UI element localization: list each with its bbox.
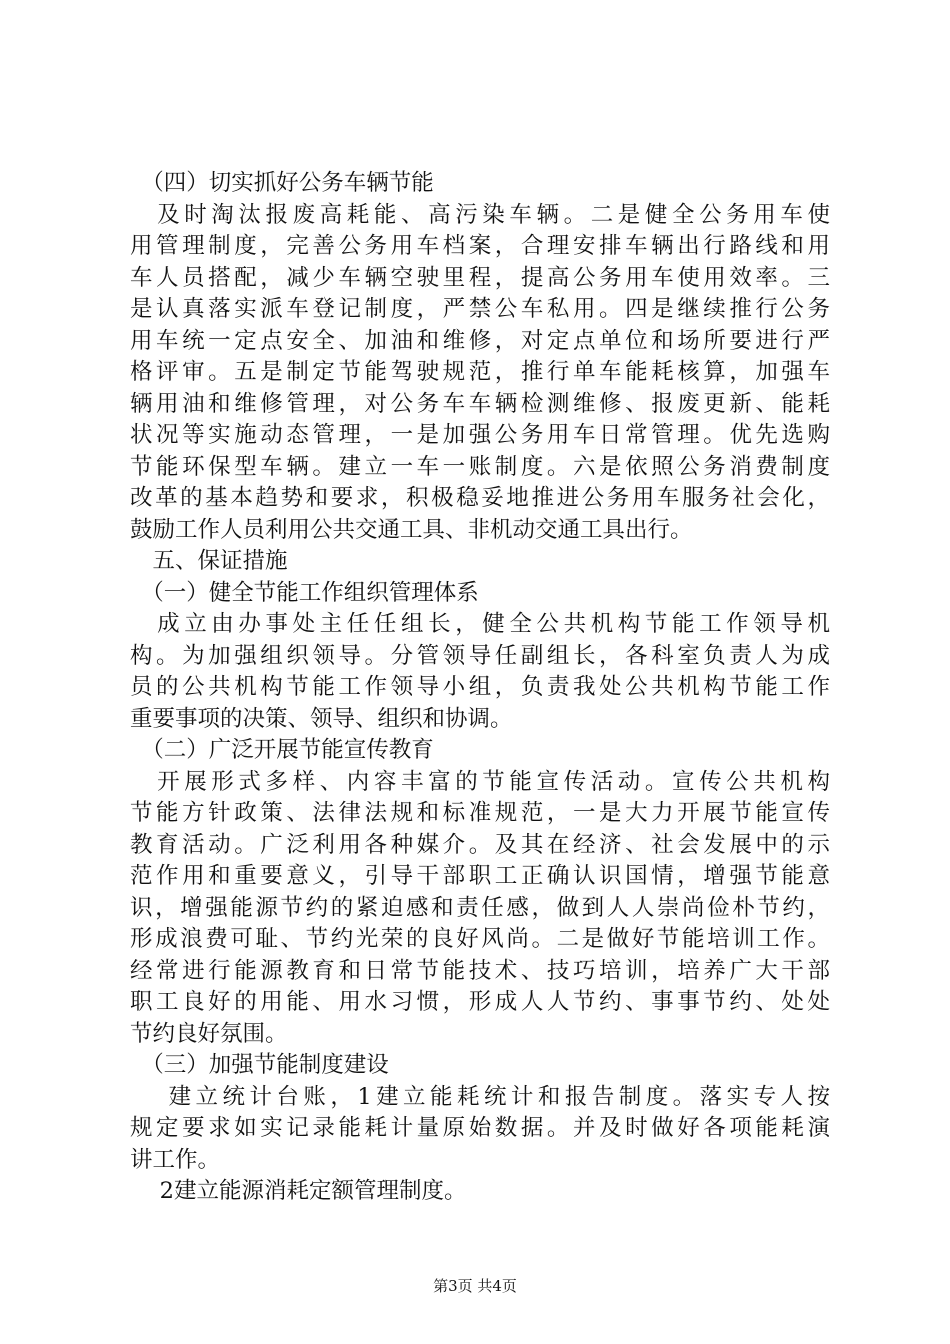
- paragraph-line: 鼓励工作人员利用公共交通工具、非机动交通工具出行。: [130, 516, 693, 543]
- paragraph-line: 2建立能源消耗定额管理制度。: [130, 1178, 467, 1204]
- paragraph-line: 教育活动。广泛利用各种媒介。及其在经济、社会发展中的示: [130, 831, 830, 858]
- paragraph-line: 构。为加强组织领导。分管领导任副组长，各科室负责人为成: [130, 642, 830, 669]
- document-body: [130, 168, 830, 1208]
- paragraph-line: 用管理制度，完善公务用车档案，合理安排车辆出行路线和用: [130, 233, 830, 259]
- paragraph-line: 格评审。五是制定节能驾驶规范，推行单车能耗核算，加强车: [130, 359, 830, 385]
- paragraph-line: 范作用和重要意义，引导干部职工正确认识国情，增强节能意: [130, 863, 830, 889]
- paragraph-line: 辆用油和维修管理，对公务车车辆检测维修、报废更新、能耗: [130, 390, 830, 417]
- paragraph-line: 及时淘汰报废高耗能、高污染车辆。二是健全公务用车使: [130, 201, 830, 228]
- paragraph-line: 规定要求如实记录能耗计量原始数据。并及时做好各项能耗演: [130, 1115, 830, 1141]
- paragraph-line: 车人员搭配，减少车辆空驶里程，提高公务用车使用效率。三: [130, 264, 830, 291]
- paragraph-line: 改革的基本趋势和要求，积极稳妥地推进公务用车服务社会化，: [130, 485, 830, 511]
- section-heading: （四）切实抓好公务车辆节能: [130, 170, 434, 196]
- paragraph-line: 成立由办事处主任任组长，健全公共机构节能工作领导机: [130, 611, 830, 637]
- paragraph-line: 重要事项的决策、领导、组织和协调。: [130, 705, 513, 732]
- paragraph-line: 节能方针政策、法律法规和标准规范，一是大力开展节能宣传: [130, 800, 830, 826]
- paragraph-line: 节约良好氛围。: [130, 1020, 288, 1047]
- section-heading: 五、保证措施: [130, 548, 288, 574]
- page-footer: 第3页 共4页: [433, 1277, 517, 1295]
- paragraph-line: 节能环保型车辆。建立一车一账制度。六是依照公务消费制度: [130, 453, 830, 480]
- section-heading: （一）健全节能工作组织管理体系: [130, 579, 479, 606]
- paragraph-line: 识，增强能源节约的紧迫感和责任感，做到人人崇尚俭朴节约，: [130, 894, 830, 921]
- paragraph-line: 状况等实施动态管理，一是加强公务用车日常管理。优先选购: [130, 422, 830, 448]
- paragraph-line: 建立统计台账，1建立能耗统计和报告制度。落实专人按: [130, 1083, 830, 1110]
- paragraph-line: 员的公共机构节能工作领导小组，负责我处公共机构节能工作: [130, 674, 830, 700]
- section-heading: （二）广泛开展节能宣传教育: [130, 737, 434, 763]
- paragraph-line: 用车统一定点安全、加油和维修，对定点单位和场所要进行严: [130, 327, 830, 354]
- paragraph-line: 形成浪费可耻、节约光荣的良好风尚。二是做好节能培训工作。: [130, 926, 830, 952]
- section-heading: （三）加强节能制度建设: [130, 1052, 389, 1078]
- paragraph-line: 是认真落实派车登记制度，严禁公车私用。四是继续推行公务: [130, 296, 830, 322]
- paragraph-line: 讲工作。: [130, 1146, 221, 1173]
- paragraph-line: 职工良好的用能、用水习惯，形成人人节约、事事节约、处处: [130, 989, 830, 1015]
- paragraph-line: 经常进行能源教育和日常节能技术、技巧培训，培养广大干部: [130, 957, 830, 984]
- paragraph-line: 开展形式多样、内容丰富的节能宣传活动。宣传公共机构: [130, 768, 830, 795]
